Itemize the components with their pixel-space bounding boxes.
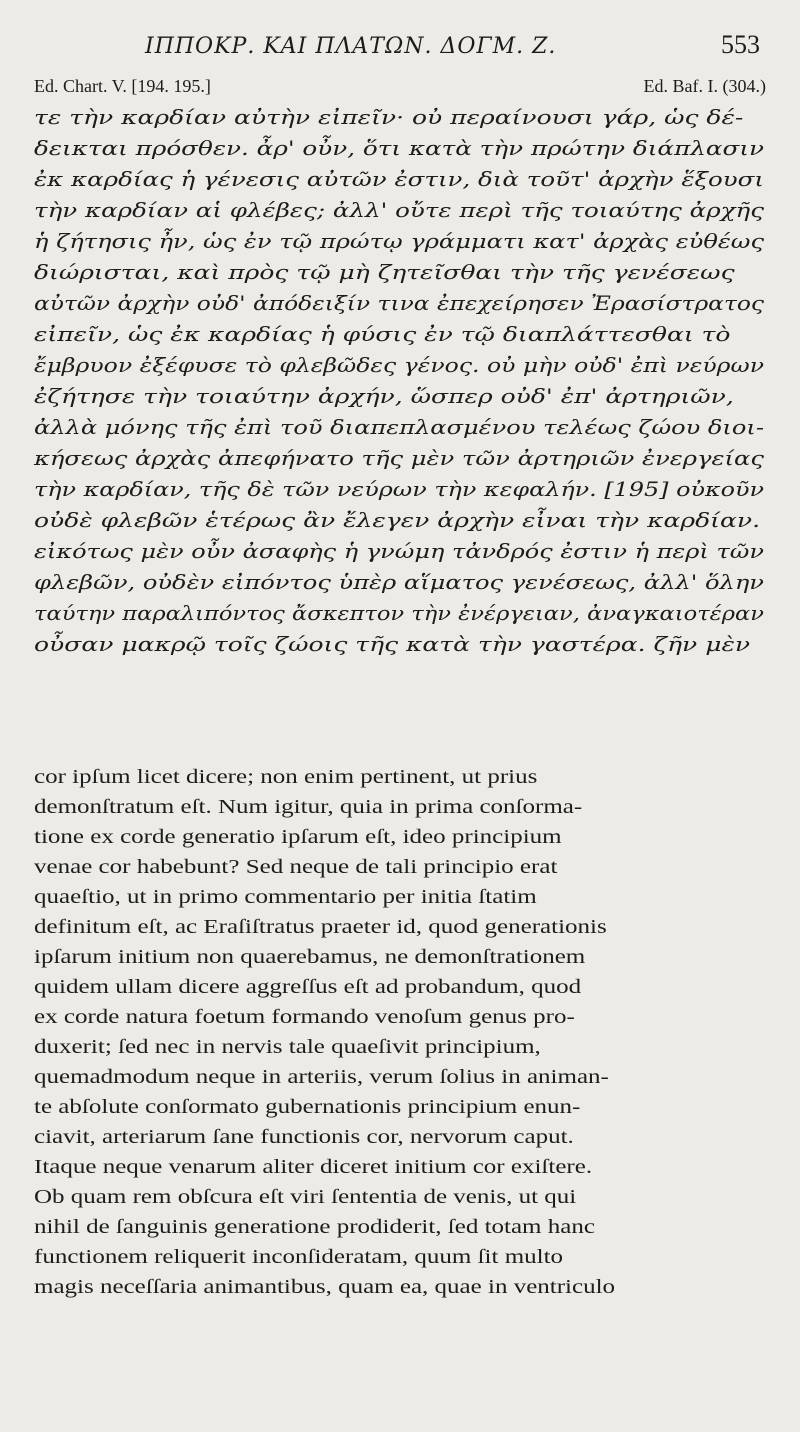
latin-line bbox=[34, 1002, 764, 1032]
edition-reference-chartier: Ed. Chart. V. [194. 195.] bbox=[34, 76, 211, 96]
latin-line-text: ipſarum initium non quaerebamus, ne demonſtrationem bbox=[34, 946, 586, 968]
latin-line bbox=[34, 762, 764, 792]
greek-line-text: φλεβῶν, οὐδὲν εἰπόντος ὑπὲρ αἵματος γενέσεως, ἀλλ' ὅλην bbox=[34, 570, 764, 594]
latin-line-text: demonſtratum eſt. Num igitur, quia in prima conſorma- bbox=[34, 796, 583, 818]
greek-line bbox=[34, 629, 764, 660]
latin-line bbox=[34, 822, 764, 852]
greek-line bbox=[34, 257, 764, 288]
greek-line-text: ταύτην παραλιπόντος ἄσκεπτον τὴν ἐνέργειαν, ἀναγκαιοτέραν bbox=[34, 601, 764, 625]
latin-line bbox=[34, 1122, 764, 1152]
greek-line-text: δεικται πρόσθεν. ἆρ' οὖν, ὅτι κατὰ τὴν πρώτην διάπλασιν bbox=[34, 136, 764, 160]
greek-line-text: τὴν καρδίαν αἱ φλέβες; ἀλλ' οὔτε περὶ τῆς τοιαύτης ἀρχῆς bbox=[34, 198, 764, 222]
greek-line-text: εἰκότως μὲν οὖν ἀσαφὴς ἡ γνώμη τἀνδρός ἐστιν ἡ περὶ τῶν bbox=[34, 539, 764, 563]
latin-line-text: quidem ullam dicere aggreſſus eſt ad probandum, quod bbox=[34, 976, 582, 998]
latin-line bbox=[34, 852, 764, 882]
page-number: 553 bbox=[721, 30, 760, 59]
greek-line bbox=[34, 381, 764, 412]
latin-line bbox=[34, 1272, 764, 1302]
greek-line-text: εἰπεῖν, ὡς ἐκ καρδίας ἡ φύσις ἐν τῷ διαπλάττεσθαι τὸ bbox=[34, 322, 731, 346]
greek-line bbox=[34, 412, 764, 443]
latin-line-text: quaeſtio, ut in primo commentario per initia ſtatim bbox=[34, 886, 537, 908]
greek-line-text: ἐκ καρδίας ἡ γένεσις αὐτῶν ἐστιν, διὰ τοῦτ' ἀρχὴν ἕξουσι bbox=[34, 167, 764, 191]
greek-line bbox=[34, 598, 764, 629]
greek-line bbox=[34, 164, 764, 195]
latin-line-text: tione ex corde generatio ipſarum eſt, ideo principium bbox=[34, 826, 562, 848]
greek-line-text: ἡ ζήτησις ἦν, ὡς ἐν τῷ πρώτῳ γράμματι κατ' ἀρχὰς εὐθέως bbox=[34, 229, 764, 253]
greek-line bbox=[34, 443, 764, 474]
latin-line bbox=[34, 1182, 764, 1212]
greek-line-text: ἔμβρυον ἐξέφυσε τὸ φλεβῶδες γένος. οὐ μὴν οὐδ' ἐπὶ νεύρων bbox=[34, 353, 765, 377]
greek-line bbox=[34, 505, 764, 536]
greek-line-text: ἀλλὰ μόνης τῆς ἐπὶ τοῦ διαπεπλασμένου τελέως ζώου διοι- bbox=[34, 415, 765, 439]
greek-line bbox=[34, 474, 764, 505]
latin-line-text: functionem reliquerit inconſideratam, quum ſit multo bbox=[34, 1246, 564, 1268]
greek-line-text: ἐζήτησε τὴν τοιαύτην ἀρχήν, ὥσπερ οὐδ' ἐπ' ἀρτηριῶν, bbox=[34, 384, 734, 408]
latin-line-text: definitum eſt, ac Eraſiſtratus praeter id, quod generationis bbox=[34, 916, 607, 938]
greek-line-text: αὐτῶν ἀρχὴν οὐδ' ἀπόδειξίν τινα ἐπεχείρησεν Ἐρασίστρατος bbox=[34, 291, 764, 315]
greek-text-block bbox=[34, 102, 764, 660]
latin-line bbox=[34, 912, 764, 942]
latin-line bbox=[34, 1242, 764, 1272]
greek-line-text: κήσεως ἀρχὰς ἀπεφήνατο τῆς μὲν τῶν ἀρτηριῶν ἐνεργείας bbox=[34, 446, 764, 470]
edition-reference-basel: Ed. Baf. I. (304.) bbox=[643, 76, 766, 96]
latin-line-text: venae cor habebunt? Sed neque de tali principio erat bbox=[34, 856, 558, 878]
greek-line bbox=[34, 288, 764, 319]
latin-line bbox=[34, 1092, 764, 1122]
greek-line bbox=[34, 567, 764, 598]
latin-line bbox=[34, 792, 764, 822]
latin-line-text: Itaque neque venarum aliter diceret initium cor exiſtere. bbox=[34, 1156, 593, 1178]
latin-line-text: magis neceſſaria animantibus, quam ea, quae in ventriculo bbox=[34, 1276, 616, 1298]
greek-line-text: οὐδὲ φλεβῶν ἑτέρως ἂν ἔλεγεν ἀρχὴν εἶναι τὴν καρδίαν. bbox=[34, 508, 761, 532]
greek-line-text: τὴν καρδίαν, τῆς δὲ τῶν νεύρων τὴν κεφαλήν. [195] οὐκοῦν bbox=[34, 477, 764, 501]
latin-line-text: Ob quam rem obſcura eſt viri ſententia de venis, ut qui bbox=[34, 1186, 577, 1208]
running-head: ΙΠΠΟΚΡ. ΚΑΙ ΠΛΑΤΩΝ. ΔΟΓΜ. Ζ. bbox=[145, 34, 557, 59]
latin-line bbox=[34, 1152, 764, 1182]
greek-line bbox=[34, 226, 764, 257]
latin-text-block bbox=[34, 762, 764, 1302]
latin-line bbox=[34, 882, 764, 912]
greek-line bbox=[34, 536, 764, 567]
latin-line-text: duxerit; ſed nec in nervis tale quaeſivit principium, bbox=[34, 1036, 541, 1058]
latin-line-text: cor ipſum licet dicere; non enim pertinent, ut prius bbox=[34, 766, 538, 788]
greek-line bbox=[34, 195, 764, 226]
latin-line bbox=[34, 1032, 764, 1062]
latin-line-text: ex corde natura foetum formando venoſum genus pro- bbox=[34, 1006, 575, 1028]
greek-line bbox=[34, 133, 764, 164]
greek-line-text: διώρισται, καὶ πρὸς τῷ μὴ ζητεῖσθαι τὴν τῆς γενέσεως bbox=[34, 260, 735, 284]
latin-line-text: nihil de ſanguinis generatione prodiderit, ſed totam hanc bbox=[34, 1216, 595, 1238]
greek-line-text: τε τὴν καρδίαν αὐτὴν εἰπεῖν· οὐ περαίνουσι γάρ, ὡς δέ- bbox=[34, 105, 744, 129]
greek-line bbox=[34, 350, 764, 381]
latin-line-text: ciavit, arteriarum ſane functionis cor, nervorum caput. bbox=[34, 1126, 574, 1148]
greek-line-text: οὖσαν μακρῷ τοῖς ζώοις τῆς κατὰ τὴν γαστέρα. ζῆν μὲν bbox=[34, 632, 751, 656]
latin-line-text: quemadmodum neque in arteriis, verum ſolius in animan- bbox=[34, 1066, 609, 1088]
latin-line bbox=[34, 942, 764, 972]
greek-line bbox=[34, 319, 764, 350]
latin-line-text: te abſolute conſormato gubernationis principium enun- bbox=[34, 1096, 581, 1118]
latin-line bbox=[34, 1062, 764, 1092]
greek-line bbox=[34, 102, 764, 133]
latin-line bbox=[34, 1212, 764, 1242]
latin-line bbox=[34, 972, 764, 1002]
